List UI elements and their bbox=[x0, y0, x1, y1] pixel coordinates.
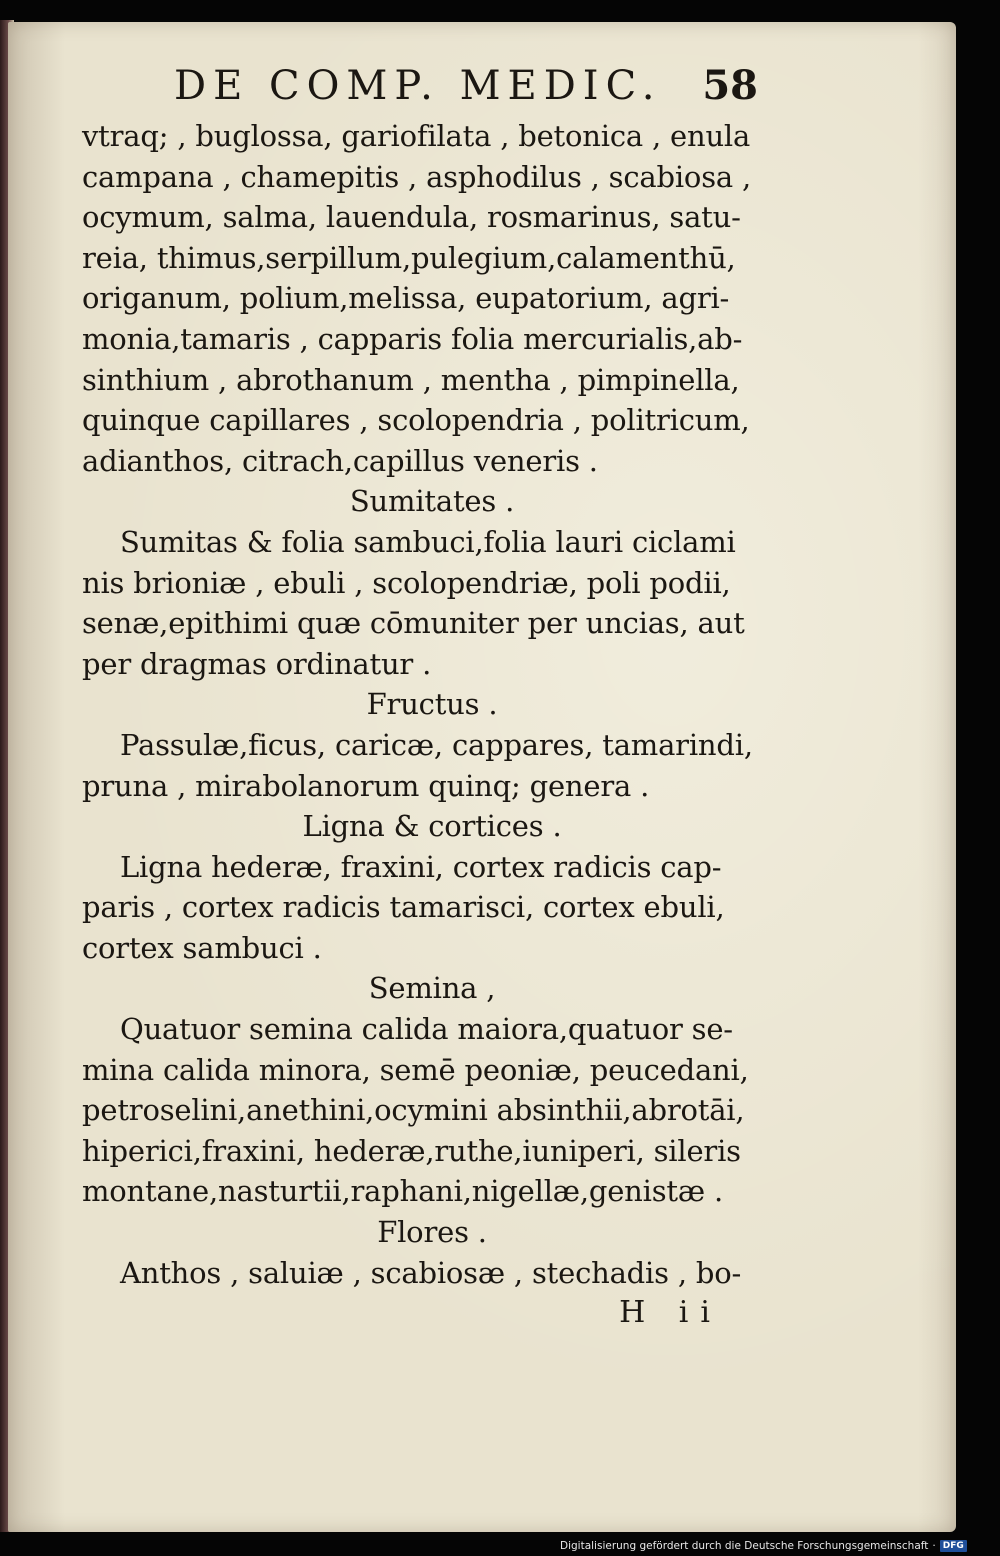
section-heading: Ligna & cortices . bbox=[302, 809, 562, 844]
text-line: campana , chamepitis , asphodilus , scabiosa , bbox=[82, 159, 752, 194]
text-line: monia,tamaris , capparis folia mercurialis,ab- bbox=[82, 321, 743, 356]
text-line: petroselini,anethini,ocymini absinthii,abrotāi, bbox=[82, 1093, 745, 1128]
section-heading: Fructus . bbox=[366, 687, 498, 722]
running-head-title: DE COMP. MEDIC. bbox=[174, 63, 662, 109]
section-heading: Semina , bbox=[368, 971, 496, 1006]
text-line: pruna , mirabolanorum quinq; genera . bbox=[82, 768, 650, 803]
text-line: cortex sambuci . bbox=[82, 930, 322, 965]
text-line: hiperici,fraxini, hederæ,ruthe,iuniperi, sileris bbox=[82, 1133, 741, 1168]
section-semina bbox=[82, 968, 762, 1212]
text-line: paris , cortex radicis tamarisci, cortex ebuli, bbox=[82, 890, 725, 925]
text-line: per dragmas ordinatur . bbox=[82, 646, 432, 681]
credit-text: Digitalisierung gefördert durch die Deutsche Forschungsgemeinschaft bbox=[560, 1540, 929, 1552]
text-line: Sumitas & folia sambuci,folia lauri ciclami bbox=[120, 524, 736, 559]
page-text-block bbox=[82, 62, 762, 1333]
opening-paragraph bbox=[82, 116, 762, 481]
text-line: adianthos, citrach,capillus veneris . bbox=[82, 443, 598, 478]
page-number: 58 bbox=[702, 62, 758, 109]
text-line: ocymum, salma, lauendula, rosmarinus, satu- bbox=[82, 200, 741, 235]
dfg-logo-icon: DFG bbox=[940, 1540, 967, 1552]
text-line: nis brioniæ , ebuli , scolopendriæ, poli podii, bbox=[82, 565, 731, 600]
text-line: sinthium , abrothanum , mentha , pimpinella, bbox=[82, 362, 740, 397]
text-line: origanum, polium,melissa, eupatorium, agri- bbox=[82, 281, 730, 316]
section-flores bbox=[82, 1212, 762, 1293]
section-sumitates bbox=[82, 481, 762, 684]
text-line: Quatuor semina calida maiora,quatuor se- bbox=[120, 1012, 733, 1047]
text-line: reia, thimus,serpillum,pulegium,calamenthū, bbox=[82, 240, 736, 275]
section-heading: Sumitates . bbox=[349, 484, 515, 519]
text-line: vtraq; , buglossa, gariofilata , betonica , enula bbox=[82, 119, 751, 153]
text-line: Anthos , saluiæ , scabiosæ , stechadis , bo- bbox=[120, 1255, 742, 1290]
section-heading: Flores . bbox=[377, 1215, 487, 1250]
signature-mark: H ii bbox=[619, 1295, 722, 1331]
section-fructus bbox=[82, 684, 762, 806]
text-line: Ligna hederæ, fraxini, cortex radicis cap- bbox=[120, 849, 722, 884]
text-line: montane,nasturtii,raphani,nigellæ,genistæ . bbox=[82, 1174, 723, 1209]
text-line: senæ,epithimi quæ cōmuniter per uncias, aut bbox=[82, 606, 745, 641]
credit-separator: · bbox=[932, 1540, 936, 1552]
running-head bbox=[82, 62, 762, 116]
section-ligna-cortices bbox=[82, 806, 762, 968]
text-line: quinque capillares , scolopendria , politricum, bbox=[82, 403, 750, 438]
text-line: Passulæ,ficus, caricæ, cappares, tamarindi, bbox=[120, 727, 753, 762]
digitization-credit bbox=[560, 1538, 967, 1554]
text-line: mina calida minora, semē peoniæ, peucedani, bbox=[82, 1052, 749, 1087]
